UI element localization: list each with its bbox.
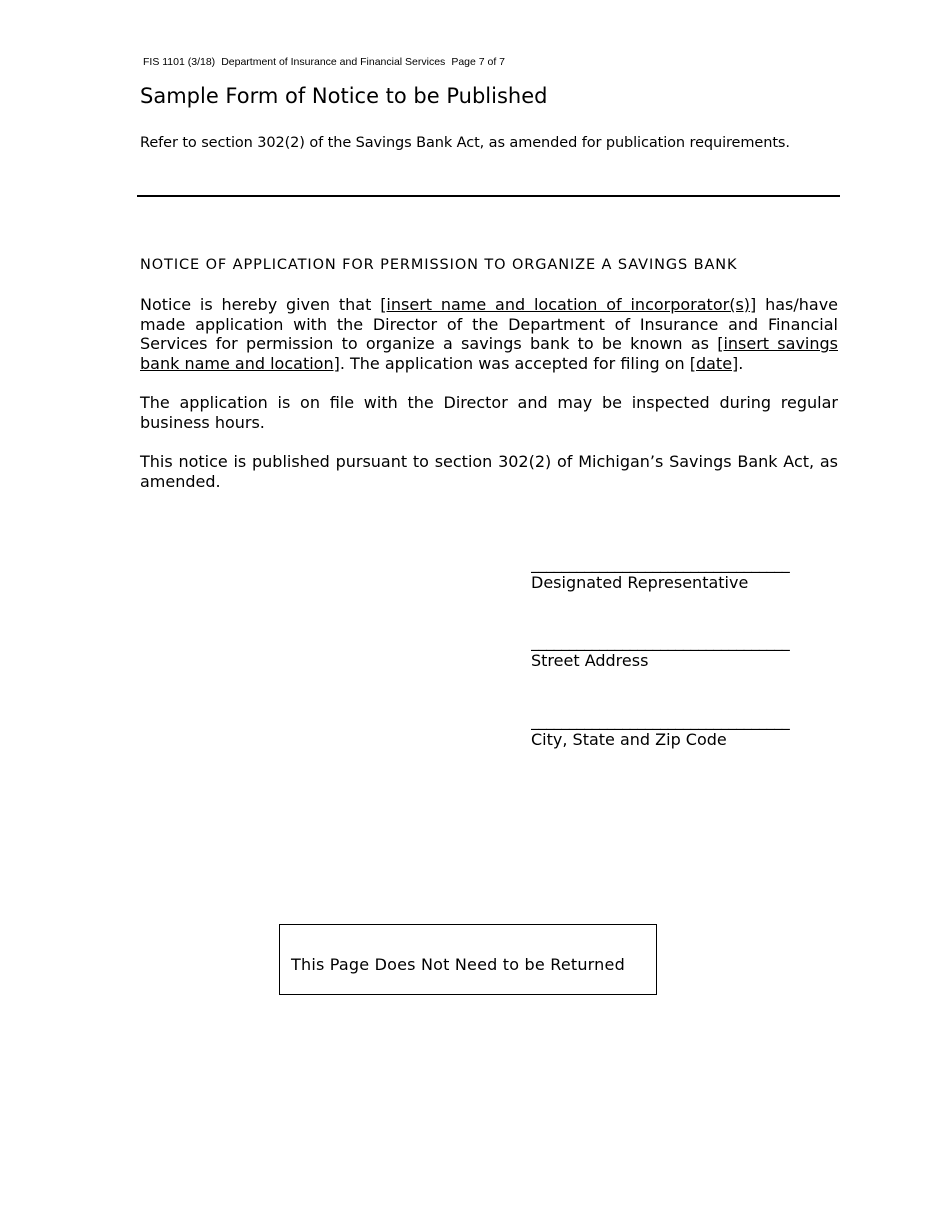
signature-label: Street Address xyxy=(531,651,649,670)
date-placeholder: [date] xyxy=(689,353,739,373)
signature-line: __________________________________ xyxy=(531,633,790,651)
text-run: . The application was accepted for filing on xyxy=(339,353,690,373)
notice-heading: NOTICE OF APPLICATION FOR PERMISSION TO ORGANIZE A SAVINGS BANK xyxy=(140,257,738,273)
page-title: Sample Form of Notice to be Published xyxy=(140,84,548,108)
page-number: Page 7 of 7 xyxy=(451,56,506,68)
signature-line: __________________________________ xyxy=(531,712,790,730)
text-run: has/have made application with the Director of the Department of Insurance and Financial Services for permission to organize a savings bank to be known as xyxy=(140,295,839,354)
notice-paragraph-2: The application is on file with the Director and may be inspected during regular business hours. xyxy=(140,393,838,432)
form-id: FIS 1101 (3/18) xyxy=(143,56,216,68)
notice-paragraph-1 xyxy=(140,295,838,373)
text-run: . xyxy=(738,353,744,373)
horizontal-divider xyxy=(137,195,840,197)
return-notice-box xyxy=(279,924,657,995)
department-name: Department of Insurance and Financial Services xyxy=(221,56,446,68)
signature-block-city xyxy=(531,712,841,750)
signature-line: __________________________________ xyxy=(531,555,790,573)
text-run: Notice is hereby given that xyxy=(140,295,381,314)
return-notice-text: This Page Does Not Need to be Returned xyxy=(291,955,625,974)
signature-block-representative xyxy=(531,555,841,593)
signature-block-street xyxy=(531,633,841,671)
incorporator-placeholder: [insert name and location of incorporator(s)] xyxy=(380,295,757,314)
signature-label: Designated Representative xyxy=(531,573,749,592)
bank-name-placeholder: [insert savings bank name and location] xyxy=(140,334,838,373)
publication-instruction: Refer to section 302(2) of the Savings Bank Act, as amended for publication requirements. xyxy=(140,135,790,151)
notice-paragraph-3: This notice is published pursuant to section 302(2) of Michigan’s Savings Bank Act, as amended. xyxy=(140,452,838,491)
form-header xyxy=(143,56,511,68)
signature-label: City, State and Zip Code xyxy=(531,730,727,749)
